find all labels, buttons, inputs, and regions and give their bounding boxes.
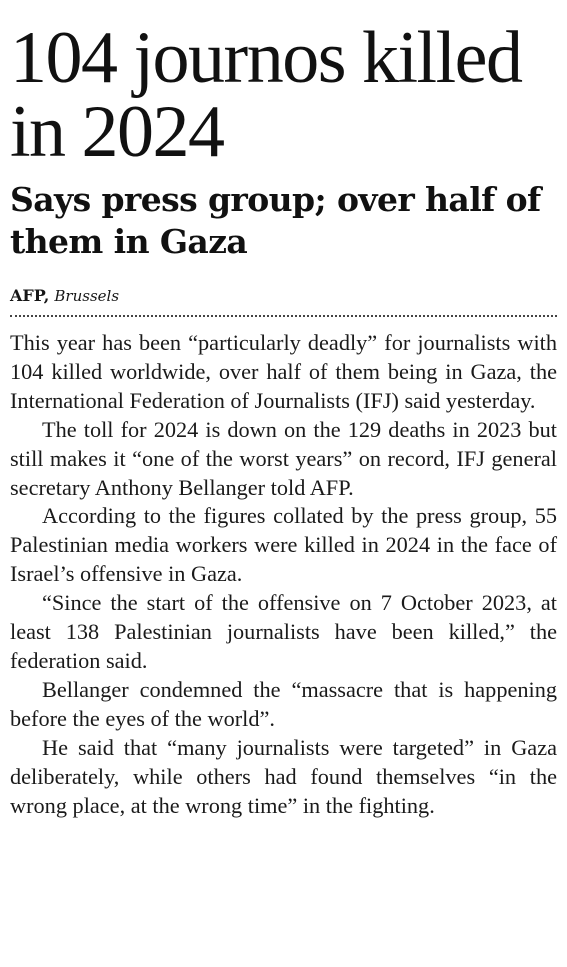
paragraph: This year has been “particularly deadly” for journalists with 104 killed worldwide, over half of them being in Gaza, the International Federation of Journalists (IFJ) said yesterday.	[10, 330, 557, 413]
paragraph: According to the figures collated by the press group, 55 Palestinian media workers were killed in 2024 in the face of Israel’s offensive in Gaza.	[10, 503, 557, 587]
byline	[10, 286, 557, 306]
article-body	[10, 329, 557, 820]
news-article	[10, 0, 557, 820]
paragraph: “Since the start of the offensive on 7 October 2023, at least 138 Palestinian journalists have been killed,” the federation said.	[10, 590, 557, 673]
dotted-divider	[10, 315, 557, 317]
paragraph: He said that “many journalists were targeted” in Gaza deliberately, while others had found themselves “in the wrong place, at the wrong time” in the fighting.	[10, 734, 557, 818]
paragraph: Bellanger condemned the “massacre that is happening before the eyes of the world”.	[10, 676, 557, 731]
headline: 104 journos killed in 2024	[10, 17, 522, 173]
subheadline: Says press group; over half of them in Gaza	[10, 180, 541, 261]
byline-place: Brussels	[54, 287, 120, 305]
paragraph: The toll for 2024 is down on the 129 deaths in 2023 but still makes it “one of the worst years” on record, IFJ general secretary Anthony Bellanger told AFP.	[10, 416, 557, 500]
byline-agency: AFP,	[10, 286, 50, 305]
